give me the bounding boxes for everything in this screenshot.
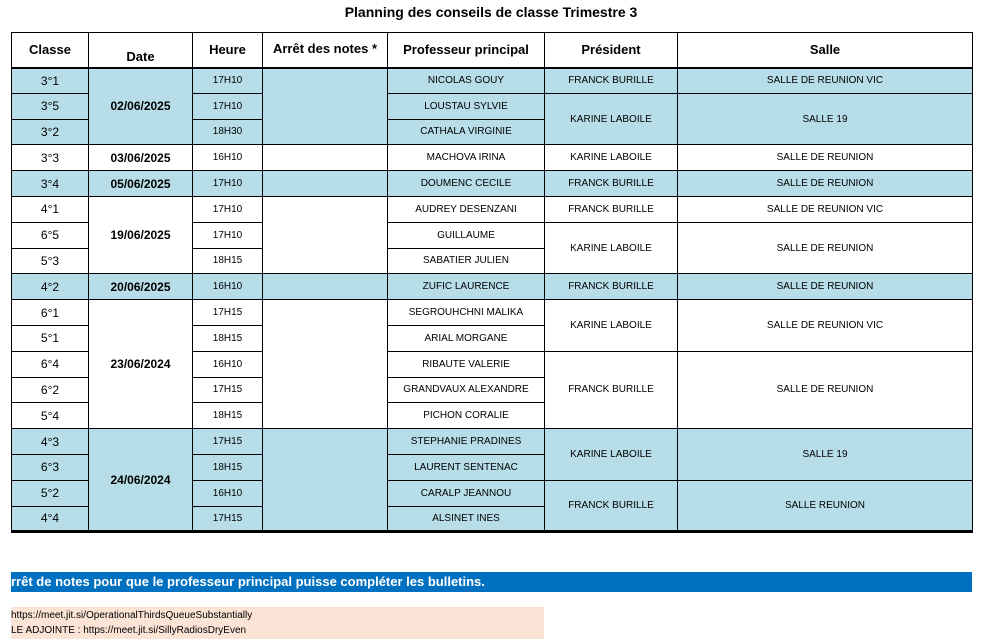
professeur-cell: CARALP JEANNOU	[388, 480, 545, 506]
table-row	[12, 196, 973, 222]
classe-cell: 6°2	[12, 377, 89, 403]
president-cell: FRANCK BURILLE	[545, 274, 678, 300]
page-title: Planning des conseils de classe Trimestre 3	[344, 4, 638, 20]
date-cell: 05/06/2025	[89, 171, 193, 197]
president-cell: KARINE LABOILE	[545, 93, 678, 145]
classe-cell: 6°5	[12, 222, 89, 248]
professeur-cell: ZUFIC LAURENCE	[388, 274, 545, 300]
professeur-cell: SEGROUHCHNI MALIKA	[388, 300, 545, 326]
professeur-cell: ALSINET INES	[388, 506, 545, 532]
heure-cell: 18H15	[193, 403, 263, 429]
heure-cell: 17H10	[193, 93, 263, 119]
arret-cell	[263, 145, 388, 171]
header-row	[12, 33, 973, 68]
professeur-cell: DOUMENC CECILE	[388, 171, 545, 197]
date-cell: 20/06/2025	[89, 274, 193, 300]
salle-cell: SALLE DE REUNION	[678, 351, 973, 428]
classe-cell: 3°2	[12, 119, 89, 145]
date-cell: 19/06/2025	[89, 196, 193, 273]
classe-cell: 4°2	[12, 274, 89, 300]
date-cell: 24/06/2024	[89, 429, 193, 532]
table-row	[12, 171, 973, 197]
arret-cell	[263, 68, 388, 145]
salle-cell: SALLE DE REUNION	[678, 274, 973, 300]
classe-cell: 6°1	[12, 300, 89, 326]
professeur-cell: PICHON CORALIE	[388, 403, 545, 429]
classe-cell: 6°4	[12, 351, 89, 377]
heure-cell: 18H15	[193, 454, 263, 480]
professeur-cell: GUILLAUME	[388, 222, 545, 248]
header-arret: Arrêt des notes *	[263, 33, 388, 68]
heure-cell: 18H15	[193, 325, 263, 351]
president-cell: KARINE LABOILE	[545, 300, 678, 352]
president-cell: FRANCK BURILLE	[545, 351, 678, 428]
salle-cell: SALLE DE REUNION	[678, 145, 973, 171]
classe-cell: 5°4	[12, 403, 89, 429]
header-professeur: Professeur principal	[388, 33, 545, 68]
heure-cell: 17H15	[193, 300, 263, 326]
meeting-link-2[interactable]: LE ADJOINTE : https://meet.jit.si/SillyRadiosDryEven	[11, 625, 247, 636]
president-cell: FRANCK BURILLE	[545, 196, 678, 222]
header-salle: Salle	[678, 33, 973, 68]
salle-cell: SALLE 19	[678, 429, 973, 481]
professeur-cell: CATHALA VIRGINIE	[388, 119, 545, 145]
arret-cell	[263, 196, 388, 273]
professeur-cell: AUDREY DESENZANI	[388, 196, 545, 222]
heure-cell: 16H10	[193, 480, 263, 506]
professeur-cell: ARIAL MORGANE	[388, 325, 545, 351]
president-cell: FRANCK BURILLE	[545, 480, 678, 532]
salle-cell: SALLE DE REUNION	[678, 222, 973, 274]
salle-cell: SALLE REUNION	[678, 480, 973, 532]
header-president: Président	[545, 33, 678, 68]
classe-cell: 5°1	[12, 325, 89, 351]
arret-cell	[263, 300, 388, 429]
heure-cell: 17H10	[193, 196, 263, 222]
classe-cell: 4°3	[12, 429, 89, 455]
salle-cell: SALLE DE REUNION	[678, 171, 973, 197]
classe-cell: 4°4	[12, 506, 89, 532]
salle-cell: SALLE DE REUNION VIC	[678, 68, 973, 94]
president-cell: KARINE LABOILE	[545, 145, 678, 171]
salle-cell: SALLE DE REUNION VIC	[678, 196, 973, 222]
heure-cell: 17H15	[193, 429, 263, 455]
table-row	[12, 145, 973, 171]
header-classe: Classe	[12, 33, 89, 68]
heure-cell: 17H15	[193, 506, 263, 532]
president-cell: FRANCK BURILLE	[545, 68, 678, 94]
meeting-links	[11, 607, 544, 639]
schedule-table	[11, 32, 973, 533]
header-heure: Heure	[193, 33, 263, 68]
heure-cell: 16H10	[193, 351, 263, 377]
professeur-cell: NICOLAS GOUY	[388, 68, 545, 94]
date-cell: 02/06/2025	[89, 68, 193, 145]
arret-cell	[263, 274, 388, 300]
date-cell: 23/06/2024	[89, 300, 193, 429]
classe-cell: 6°3	[12, 454, 89, 480]
heure-cell: 17H10	[193, 222, 263, 248]
classe-cell: 5°3	[12, 248, 89, 274]
professeur-cell: LAURENT SENTENAC	[388, 454, 545, 480]
table-row	[12, 300, 973, 326]
classe-cell: 3°5	[12, 93, 89, 119]
date-cell: 03/06/2025	[89, 145, 193, 171]
heure-cell: 17H10	[193, 171, 263, 197]
arret-cell	[263, 171, 388, 197]
salle-cell: SALLE 19	[678, 93, 973, 145]
president-cell: KARINE LABOILE	[545, 222, 678, 274]
meeting-link-1[interactable]: https://meet.jit.si/OperationalThirdsQueueSubstantially	[11, 610, 253, 621]
classe-cell: 3°3	[12, 145, 89, 171]
salle-cell: SALLE DE REUNION VIC	[678, 300, 973, 352]
president-cell: FRANCK BURILLE	[545, 171, 678, 197]
heure-cell: 18H30	[193, 119, 263, 145]
classe-cell: 3°4	[12, 171, 89, 197]
professeur-cell: RIBAUTE VALERIE	[388, 351, 545, 377]
heure-cell: 17H10	[193, 68, 263, 94]
professeur-cell: STEPHANIE PRADINES	[388, 429, 545, 455]
professeur-cell: GRANDVAUX ALEXANDRE	[388, 377, 545, 403]
president-cell: KARINE LABOILE	[545, 429, 678, 481]
professeur-cell: SABATIER JULIEN	[388, 248, 545, 274]
notes-banner: rrêt de notes pour que le professeur principal puisse compléter les bulletins.	[11, 572, 972, 592]
header-date: Date	[89, 33, 193, 68]
heure-cell: 17H15	[193, 377, 263, 403]
classe-cell: 3°1	[12, 68, 89, 94]
professeur-cell: LOUSTAU SYLVIE	[388, 93, 545, 119]
classe-cell: 5°2	[12, 480, 89, 506]
heure-cell: 16H10	[193, 274, 263, 300]
arret-cell	[263, 429, 388, 532]
professeur-cell: MACHOVA IRINA	[388, 145, 545, 171]
table-row	[12, 274, 973, 300]
table-row	[12, 429, 973, 455]
table-row	[12, 68, 973, 94]
heure-cell: 16H10	[193, 145, 263, 171]
classe-cell: 4°1	[12, 196, 89, 222]
heure-cell: 18H15	[193, 248, 263, 274]
